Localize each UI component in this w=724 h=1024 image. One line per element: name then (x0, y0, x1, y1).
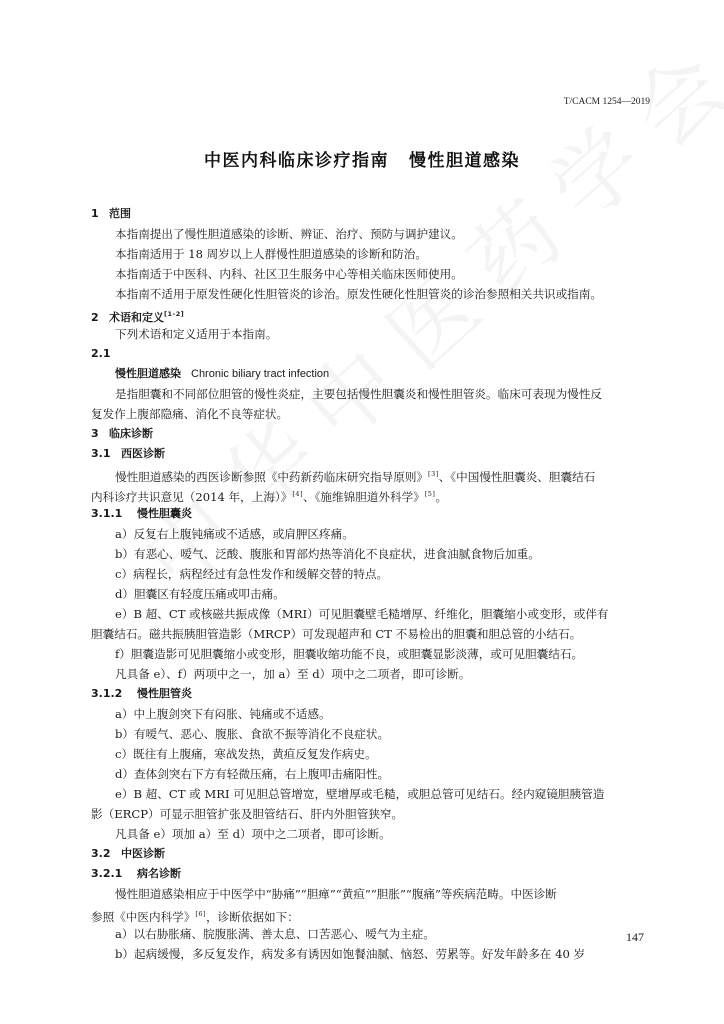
paragraph-line (91, 544, 652, 564)
line-text: 内科诊疗共识意见（2014 年，上海）》 (91, 490, 293, 504)
paragraph-line (91, 484, 652, 504)
section-heading (91, 844, 652, 864)
section-number: 3.1.2 (91, 687, 123, 700)
section-title: 范围 (109, 207, 131, 220)
paragraph-line (91, 624, 652, 644)
paragraph-line (91, 704, 652, 724)
section-title: 临床诊断 (109, 427, 153, 440)
paragraph-line (91, 724, 652, 744)
paragraph-line (91, 764, 652, 784)
section-number: 3.1.1 (91, 507, 123, 520)
line-text: 本指南适用于 18 周岁以上人群慢性胆道感染的诊断和防治。 (115, 247, 427, 261)
line-text: 本指南不适用于原发性硬化性胆管炎的诊治。原发性硬化性胆管炎的诊治参照相关共识或指南。 (115, 287, 602, 301)
section-heading (91, 304, 652, 324)
paragraph-line (91, 904, 652, 924)
paragraph-line (91, 664, 652, 684)
section-title: 西医诊断 (121, 447, 165, 460)
section-heading (91, 344, 652, 364)
paragraph-line (91, 564, 652, 584)
section-title: 病名诊断 (137, 867, 181, 880)
line-text: 凡具备 e）、f）两项中之一，加 a）至 d）项中之二项者，即可诊断。 (115, 667, 471, 681)
paragraph-line (91, 644, 652, 664)
paragraph-line (91, 224, 652, 244)
line-text: b）有嗳气、恶心、腹胀、食欲不振等消化不良症状。 (115, 727, 390, 741)
line-text: 慢性胆道感染的西医诊断参照《中药新药临床研究指导原则》 (115, 470, 429, 484)
line-text: 影（ERCP）可显示胆管扩张及胆管结石、肝内外胆管狭窄。 (91, 807, 404, 821)
section-number: 3.2.1 (91, 867, 123, 880)
section-title: 术语和定义 (109, 311, 164, 324)
paragraph-line (91, 784, 652, 804)
line-text: 是指胆囊和不同部位胆管的慢性炎症，主要包括慢性胆囊炎和慢性胆管炎。临床可表现为慢性反 (115, 387, 602, 401)
paragraph-line (91, 284, 652, 304)
line-text: 凡具备 e）项加 a）至 d）项中之二项者，即可诊断。 (115, 827, 391, 841)
reference-mark: [1-2] (164, 310, 185, 318)
line-text-tail: 、《施维锦胆道外科学》 (303, 490, 425, 504)
line-text-tail: 、《中国慢性胆囊炎、胆囊结石 (438, 470, 596, 484)
line-text: 慢性胆道感染相应于中医学中“胁痛”“胆瘅”“黄疸”“胆胀”“腹痛”等疾病范畴。中医诊断 (115, 887, 557, 901)
line-text: 复发作上腹部隐痛、消化不良等症状。 (91, 407, 289, 421)
line-text: e）B 超、CT 或 MRI 可见胆总管增宽，壁增厚或毛糙，或胆总管可见结石。经内窥镜胆胰管造 (115, 787, 605, 801)
line-text: b）有恶心、嗳气、泛酸、腹胀和胃部灼热等消化不良症状，进食油腻食物后加重。 (115, 547, 540, 561)
term-english: Chronic biliary tract infection (191, 368, 330, 380)
paragraph-line (91, 744, 652, 764)
paragraph-line (91, 264, 652, 284)
line-text: d）胆囊区有轻度压痛或叩击痛。 (115, 587, 285, 601)
title-sub: 慢性胆道感染 (409, 151, 520, 171)
term-chinese: 慢性胆道感染 (115, 367, 181, 380)
page-title (0, 146, 724, 171)
reference-mark: [4] (292, 490, 304, 498)
paragraph-line (91, 384, 652, 404)
paragraph-line (91, 604, 652, 624)
line-text: 本指南提出了慢性胆道感染的诊断、辨证、治疗、预防与调护建议。 (115, 227, 463, 241)
title-main: 中医内科临床诊疗指南 (204, 151, 389, 171)
section-heading (91, 864, 652, 884)
line-text: b）起病缓慢，多反复发作，病发多有诱因如饱餐油腻、恼怒、劳累等。好发年龄多在 40 岁 (115, 947, 586, 961)
reference-mark: [6] (195, 910, 207, 918)
paragraph-line (91, 924, 652, 944)
paragraph-line (91, 944, 652, 964)
section-number: 2.1 (91, 347, 111, 360)
line-text: f）胆囊造影可见胆囊缩小或变形，胆囊收缩功能不良，或胆囊显影淡薄，或可见胆囊结石。 (115, 647, 584, 661)
paragraph-line (91, 584, 652, 604)
section-number: 1 (91, 207, 99, 220)
document-body (91, 204, 652, 964)
page-number: 147 (626, 930, 644, 944)
line-text: d）查体剑突右下方有轻微压痛，右上腹叩击痛阳性。 (115, 767, 390, 781)
section-number: 3.2 (91, 847, 111, 860)
line-text: 胆囊结石。磁共振胰胆管造影（MRCP）可发现超声和 CT 不易检出的胆囊和胆总管的小结石。 (91, 627, 582, 641)
line-text-tail: 。 (435, 490, 448, 504)
paragraph-line (91, 804, 652, 824)
paragraph-line (91, 404, 652, 424)
section-title: 慢性胆囊炎 (137, 507, 192, 520)
line-text: a）以右胁胀痛、脘腹胀满、善太息、口苦恶心、嗳气为主症。 (115, 927, 435, 941)
term-definition (91, 364, 652, 384)
standard-number: T/CACM 1254—2019 (563, 97, 650, 107)
section-number: 2 (91, 311, 99, 324)
reference-mark: [5] (424, 490, 436, 498)
section-heading (91, 204, 652, 224)
line-text: c）既往有上腹痛，寒战发热，黄疸反复发作病史。 (115, 747, 377, 761)
line-text-tail: ，诊断依据如下： (206, 910, 299, 924)
paragraph-line (91, 524, 652, 544)
paragraph-line (91, 884, 652, 904)
line-text: a）反复右上腹钝痛或不适感，或肩胛区疼痛。 (115, 527, 354, 541)
paragraph-line (91, 824, 652, 844)
section-title: 慢性胆管炎 (137, 687, 192, 700)
section-heading (91, 444, 652, 464)
section-heading (91, 424, 652, 444)
paragraph-line (91, 464, 652, 484)
paragraph-line (91, 244, 652, 264)
line-text: 参照《中医内科学》 (91, 910, 196, 924)
line-text: e）B 超、CT 或核磁共振成像（MRI）可见胆囊壁毛糙增厚、纤维化，胆囊缩小或变形，或伴有 (115, 607, 609, 621)
reference-mark: [3] (428, 470, 439, 478)
section-title: 中医诊断 (121, 847, 165, 860)
line-text: 下列术语和定义适用于本指南。 (115, 327, 278, 341)
section-number: 3.1 (91, 447, 111, 460)
paragraph-line (91, 324, 652, 344)
line-text: c）病程长，病程经过有急性发作和缓解交替的特点。 (115, 567, 389, 581)
section-heading (91, 504, 652, 524)
section-number: 3 (91, 427, 99, 440)
line-text: 本指南适于中医科、内科、社区卫生服务中心等相关临床医师使用。 (115, 267, 463, 281)
line-text: a）中上腹剑突下有闷胀、钝痛或不适感。 (115, 707, 331, 721)
section-heading (91, 684, 652, 704)
